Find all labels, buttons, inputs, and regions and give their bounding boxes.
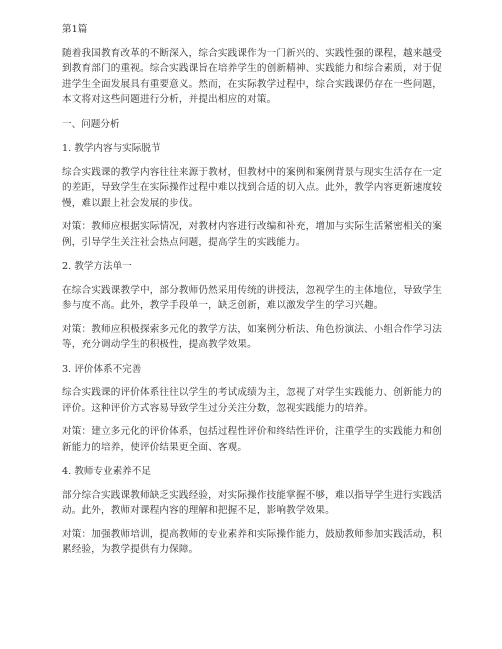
item-solution-paragraph: 对策：加强教师培训，提高教师的专业素养和实际操作能力，鼓励教师参加实践活动，积累经验，为教学提供有力保障。 xyxy=(62,528,443,555)
item-title: 2. 教学方法单一 xyxy=(62,261,132,272)
item-solution-paragraph: 对策：教师应根据实际情况，对教材内容进行改编和补充，增加与实际生活紧密相关的案例，引导学生关注社会热点问题，提高学生的实践能力。 xyxy=(62,221,443,248)
item-problem-paragraph: 综合实践课的教学内容往往来源于教材，但教材中的案例和案例背景与现实生活存在一定的差距，导致学生在实际操作过程中难以找到合适的切入点。此外，教学内容更新速度较慢，难以跟上社会发展的步伐。 xyxy=(62,166,443,209)
item-problem-paragraph: 在综合实践课教学中，部分教师仍然采用传统的讲授法，忽视学生的主体地位，导致学生参与度不高。此外，教学手段单一，缺乏创新，难以激发学生的学习兴趣。 xyxy=(62,284,443,311)
item-title: 4. 教师专业素养不足 xyxy=(62,466,151,477)
item-problem-paragraph: 综合实践课的评价体系往往以学生的考试成绩为主，忽视了对学生实践能力、创新能力的评价。这种评价方式容易导致学生过分关注分数，忽视实践能力的培养。 xyxy=(62,387,443,414)
part-title: 第1篇 xyxy=(62,24,88,35)
item-solution-paragraph: 对策：建立多元化的评价体系，包括过程性评价和终结性评价，注重学生的实践能力和创新能力的培养，使评价结果更全面、客观。 xyxy=(62,426,443,453)
item-problem-paragraph: 部分综合实践课教师缺乏实践经验，对实际操作技能掌握不够，难以指导学生进行实践活动。此外，教师对课程内容的理解和把握不足，影响教学效果。 xyxy=(62,489,443,516)
item-title: 3. 评价体系不完善 xyxy=(62,363,142,375)
item-solution-paragraph: 对策：教师应积极探索多元化的教学方法，如案例分析法、角色扮演法、小组合作学习法等，充分调动学生的积极性，提高教学效果。 xyxy=(62,323,443,350)
item-title: 1. 教学内容与实际脱节 xyxy=(62,143,161,154)
document-page xyxy=(62,22,442,558)
intro-paragraph: 随着我国教育改革的不断深入，综合实践课作为一门新兴的、实践性强的课程，越来越受到教育部门的重视。综合实践课旨在培养学生的创新精神、实践能力和综合素质，对于促进学生全面发展具有重要意义。然而，在实际教学过程中，综合实践课仍存在一些问题，本文将对这些问题进行分析，并提出相应的对策。 xyxy=(62,47,443,105)
section-title: 一、问题分析 xyxy=(62,118,120,130)
